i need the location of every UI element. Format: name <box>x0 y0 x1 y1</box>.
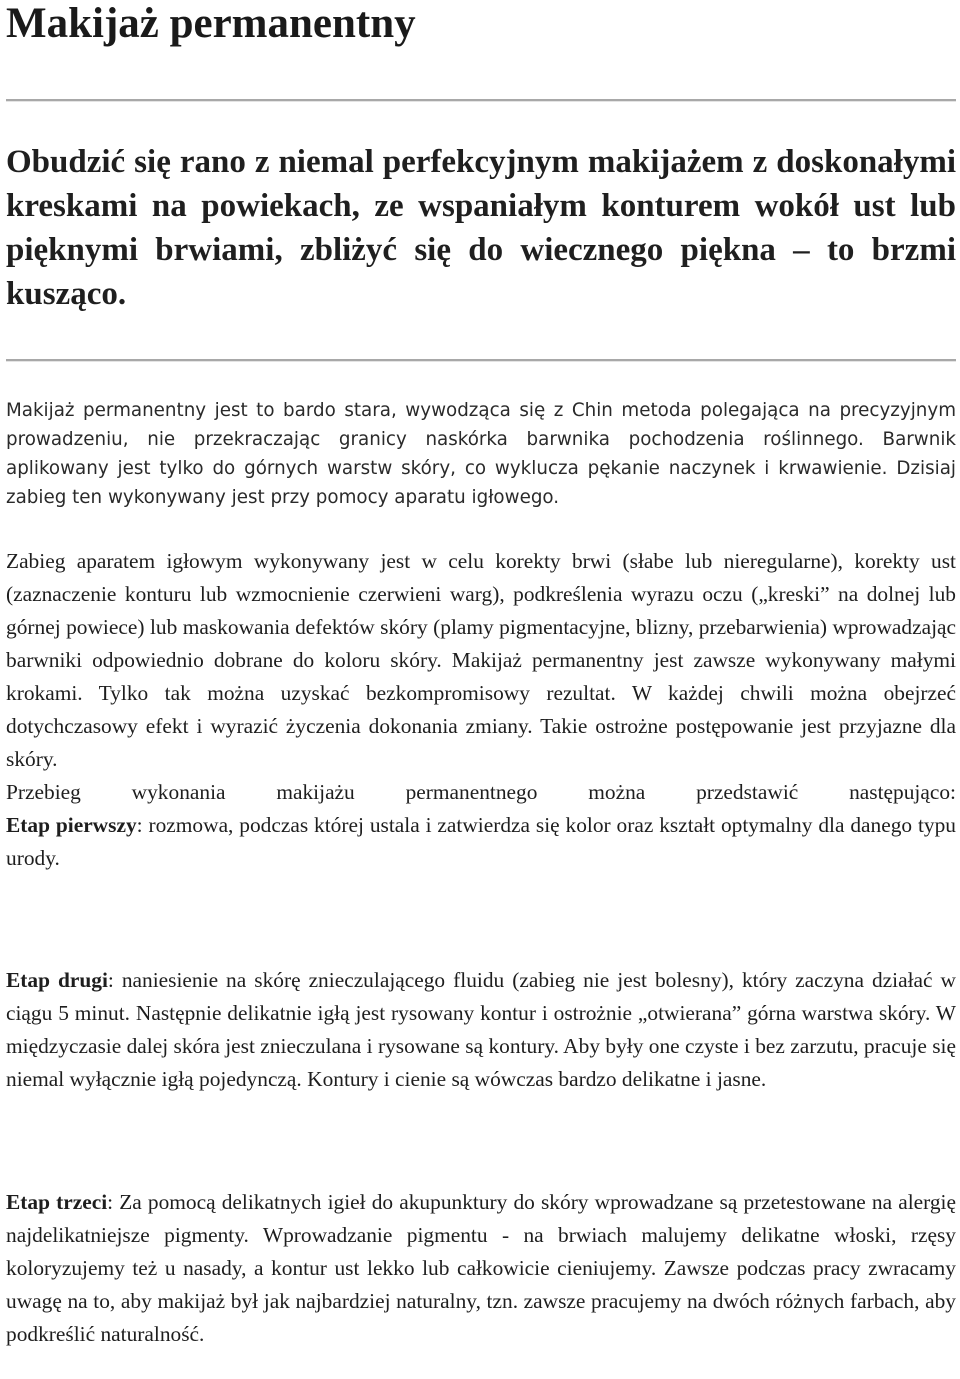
page-title: Makijaż permanentny <box>6 0 416 47</box>
process-intro: Przebieg wykonania makijażu permanentnego można przedstawić następująco: <box>6 780 956 804</box>
stage-3-paragraph <box>6 1186 956 1351</box>
stage-1-label: Etap pierwszy <box>6 813 137 837</box>
stage-2-paragraph <box>6 964 956 1096</box>
divider <box>6 99 956 102</box>
lead-paragraph: Obudzić się rano z niemal perfekcyjnym makijażem z doskonałymi kreskami na powiekach, ze wspaniałym konturem wokół ust lub pięknymi brwiami, zbliżyć się do wiecznego piękna – to brzmi kusząco. <box>6 144 956 312</box>
stage-1-text: : rozmowa, podczas której ustala i zatwierdza się kolor oraz kształt optymalny dla danego typu urody. <box>6 813 956 870</box>
divider <box>6 359 956 362</box>
stage-2-label: Etap drugi <box>6 968 108 992</box>
intro-paragraph: Makijaż permanentny jest to bardo stara, wywodząca się z Chin metoda polegająca na precyzyjnym prowadzeniu, nie przekraczając granicy naskórka barwnika pochodzenia roślinnego. Barwnik aplikowany jest tylko do górnych warstw skóry, co wyklucza pękanie naczynek i krwawienie. Dzisiaj zabieg ten wykonywany jest przy pomocy aparatu igłowego. <box>6 400 956 508</box>
stage-3-text: : Za pomocą delikatnych igieł do akupunktury do skóry wprowadzane są przetestowane na alergię najdelikatniejsze pigmenty. Wprowadzanie pigmentu - na brwiach malujemy delikatne włoski, rzęsy koloryzujemy też u nasady, a kontur ust lekko lub całkowicie cieniujemy. Zawsze podczas pracy zwracamy uwagę na to, aby makijaż był jak najbardziej naturalny, tzn. zawsze pracujemy na dwóch różnych farbach, aby podkreślić naturalność. <box>6 1190 956 1346</box>
main-paragraph: Zabieg aparatem igłowym wykonywany jest w celu korekty brwi (słabe lub nieregularne), korekty ust (zaznaczenie konturu lub wzmocnienie czerwieni warg), podkreślenia wyrazu oczu („kreski” na dolnej lub górnej powiece) lub maskowania defektów skóry (plamy pigmentacyjne, blizny, przebarwienia) wprowadzając barwniki odpowiednio dobrane do koloru skóry. Makijaż permanentny jest zawsze wykonywany małymi krokami. Tylko tak można uzyskać bezkompromisowy rezultat. W każdej chwili można obejrzeć dotychczasowy efekt i wyrazić życzenia dokonania zmiany. Takie ostrożne postępowanie jest przyjazne dla skóry. <box>6 549 956 771</box>
main-section <box>6 545 956 875</box>
stage-3-label: Etap trzeci <box>6 1190 108 1214</box>
stage-2-text: : naniesienie na skórę znieczulającego fluidu (zabieg nie jest bolesny), który zaczyna działać w ciągu 5 minut. Następnie delikatnie igłą jest rysowany kontur i ostrożnie „otwierana” górna warstwa skóry. W międzyczasie dalej skóra jest znieczulana i rysowane są kontury. Aby były one czyste i bez zarzutu, pracuje się niemal wyłącznie igłą pojedynczą. Kontury i cienie są wówczas bardzo delikatne i jasne. <box>6 968 956 1091</box>
